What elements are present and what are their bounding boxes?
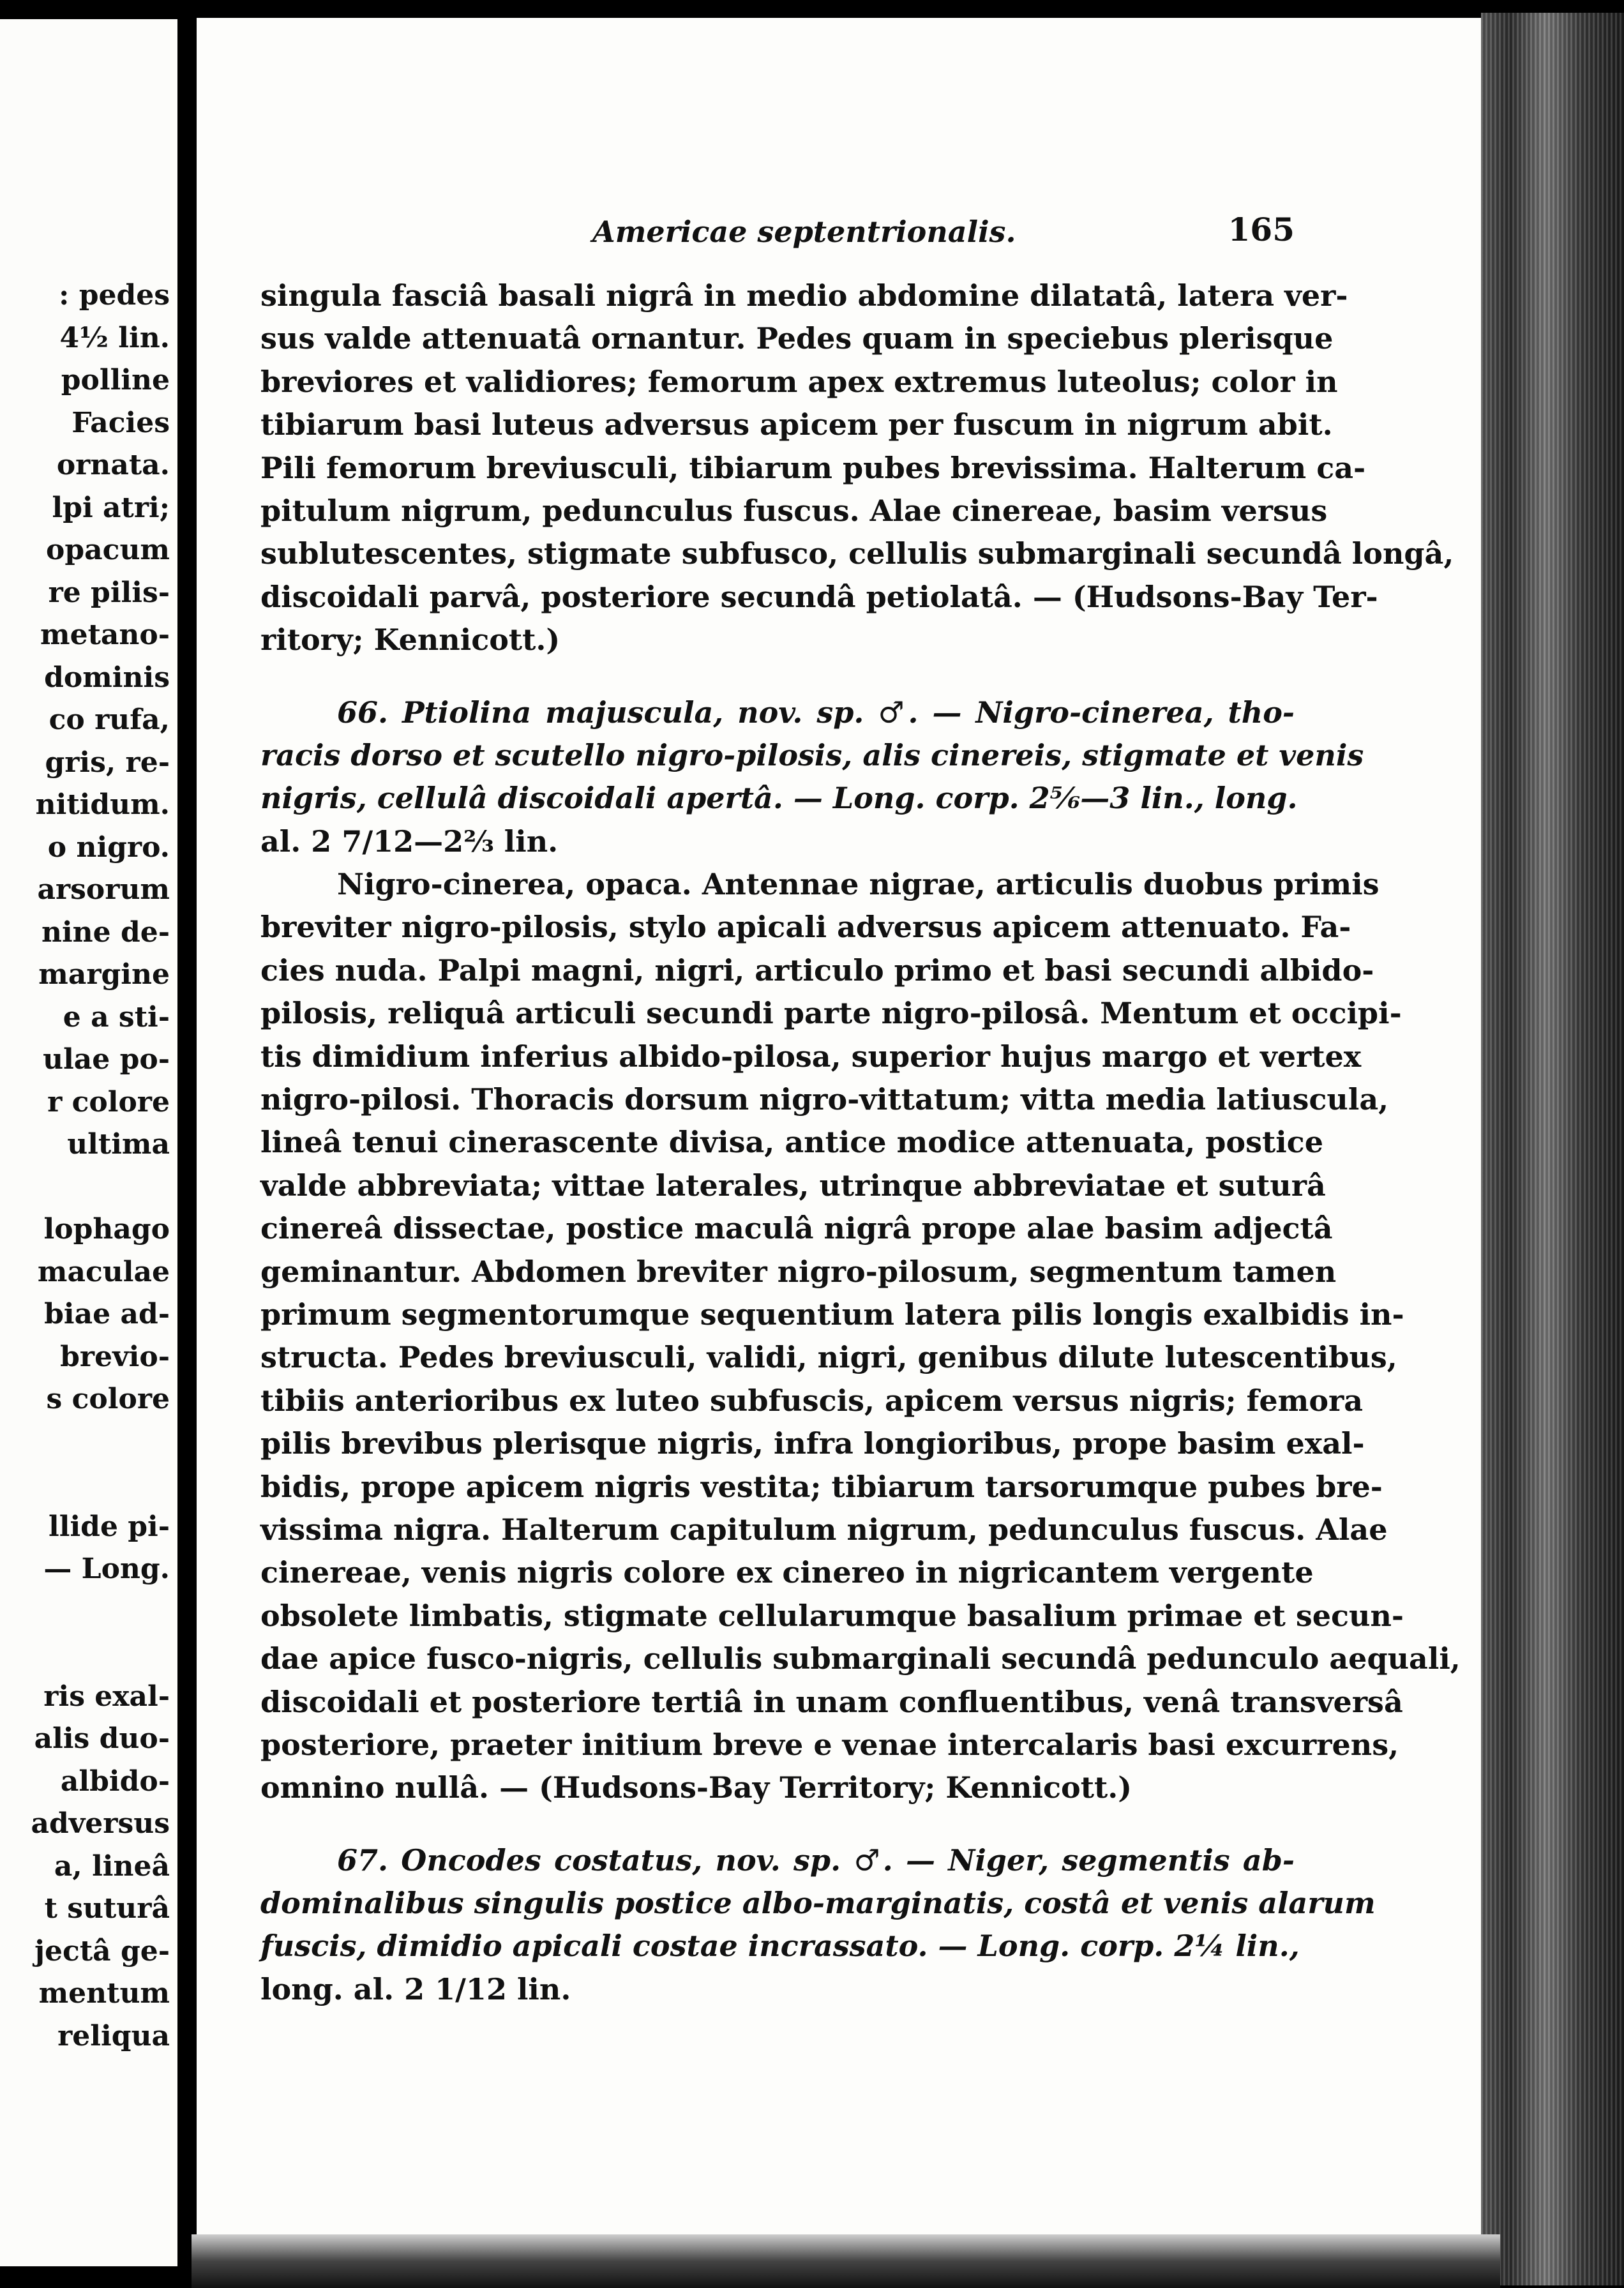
text-line: cinereae, venis nigris colore ex cinereo in nigricantem vergente <box>260 1555 1314 1590</box>
left-page-line: reliqua <box>57 2019 170 2052</box>
left-page-line: s colore <box>46 1383 170 1415</box>
left-page-line: o nigro. <box>47 831 170 864</box>
left-page-line: nine de- <box>41 915 170 949</box>
text-line: tibiis anterioribus ex luteo subfuscis, apicem versus nigris; femora <box>260 1383 1364 1418</box>
text-line: Nigro-cinerea, opaca. Antennae nigrae, articulis duobus primis <box>337 867 1380 902</box>
left-page-line: biae ad- <box>44 1298 170 1330</box>
text-line: racis dorso et scutello nigro-pilosis, alis cinereis, stigmate et venis <box>260 737 1364 772</box>
left-page-line: ultima <box>67 1128 170 1161</box>
left-page-line: Facies <box>71 406 170 439</box>
text-line: fuscis, dimidio apicali costae incrassato. — Long. corp. 2¼ lin., <box>260 1929 1300 1964</box>
page-number: 165 <box>1228 211 1295 248</box>
left-facing-page <box>0 19 177 2266</box>
running-title: Americae septentrionalis. <box>592 214 1016 249</box>
text-line: Pili femorum breviusculi, tibiarum pubes brevissima. Halterum ca- <box>260 450 1366 485</box>
left-page-line: arsorum <box>37 873 170 906</box>
left-page-line: t suturâ <box>44 1892 170 1925</box>
text-line: tibiarum basi luteus adversus apicem per fuscum in nigrum abit. <box>260 407 1333 442</box>
left-page-line: ulae po- <box>43 1043 170 1076</box>
text-line: primum segmentorumque sequentium latera pilis longis exalbidis in- <box>260 1297 1404 1332</box>
text-line: sublutescentes, stigmate subfusco, cellulis submarginali secundâ longâ, <box>260 536 1454 571</box>
text-line: lineâ tenui cinerascente divisa, antice modice attenuata, postice <box>260 1125 1323 1160</box>
text-line: breviores et validiores; femorum apex extremus luteolus; color in <box>260 364 1338 399</box>
left-page-line: metano- <box>40 619 170 651</box>
left-page-line: jectâ ge- <box>34 1934 170 1968</box>
text-line: bidis, prope apicem nigris vestita; tibiarum tarsorumque pubes bre- <box>260 1469 1383 1504</box>
text-line: pilis brevibus plerisque nigris, infra longioribus, prope basim exal- <box>260 1426 1365 1461</box>
text-line: valde abbreviata; vittae laterales, utrinque abbreviatae et suturâ <box>260 1168 1326 1203</box>
left-page-line <box>0 1463 170 1506</box>
text-line: vissima nigra. Halterum capitulum nigrum, pedunculus fuscus. Alae <box>260 1512 1388 1547</box>
text-line: cies nuda. Palpi magni, nigri, articulo primo et basi secundi albido- <box>260 952 1374 988</box>
text-line: sus valde attenuatâ ornantur. Pedes quam in speciebus plerisque <box>260 321 1334 356</box>
left-page-line: polline <box>61 364 170 396</box>
text-line: al. 2 7/12—2⅔ lin. <box>260 824 559 859</box>
left-page-line: a, lineâ <box>54 1849 170 1883</box>
left-page-line: adversus <box>31 1807 170 1840</box>
left-page-line: gris, re- <box>45 746 170 779</box>
left-page-line <box>0 1421 170 1464</box>
left-page-line <box>0 1591 170 1634</box>
left-page-line <box>0 1633 170 1676</box>
text-line: dominalibus singulis postice albo-marginatis, costâ et venis alarum <box>260 1886 1376 1921</box>
left-page-line: ornata. <box>56 449 170 481</box>
left-page-line: 4½ lin. <box>59 321 170 354</box>
left-page-text-column <box>0 275 170 2058</box>
text-line: ritory; Kennicott.) <box>260 622 560 658</box>
left-page-line: co rufa, <box>49 704 170 736</box>
left-page-line: re pilis- <box>48 576 170 609</box>
species-heading-oncodes: 67. Oncodes costatus, nov. sp. ♂. — Niger, segmentis ab- <box>337 1842 1295 1878</box>
text-line: obsolete limbatis, stigmate cellularumque basalium primae et secun- <box>260 1598 1404 1633</box>
text-line: nigris, cellulâ discoidali apertâ. — Long. corp. 2⅚—3 lin., long. <box>260 781 1298 816</box>
left-page-line: : pedes <box>59 279 170 312</box>
body-text <box>260 275 1461 2011</box>
text-line: tis dimidium inferius albido-pilosa, superior hujus margo et vertex <box>260 1039 1362 1074</box>
left-page-line: alis duo- <box>34 1722 170 1755</box>
left-page-line: mentum <box>38 1977 170 2010</box>
text-line: pilosis, reliquâ articuli secundi parte nigro-pilosâ. Mentum et occipi- <box>260 996 1402 1031</box>
bottom-page-edge <box>192 2234 1500 2288</box>
left-page-line: opacum <box>46 534 170 566</box>
text-line: singula fasciâ basali nigrâ in medio abdomine dilatatâ, latera ver- <box>260 278 1348 313</box>
left-page-line: nitidum. <box>35 788 170 821</box>
text-line: omnino nullâ. — (Hudsons-Bay Territory; Kennicott.) <box>260 1770 1132 1805</box>
text-line: posteriore, praeter initium breve e venae intercalaris basi excurrens, <box>260 1727 1399 1762</box>
text-line: discoidali parvâ, posteriore secundâ petiolatâ. — (Hudsons-Bay Ter- <box>260 579 1378 614</box>
left-page-line: dominis <box>44 661 170 694</box>
text-line: pitulum nigrum, pedunculus fuscus. Alae cinereae, basim versus <box>260 493 1328 528</box>
page-header <box>260 211 1295 255</box>
text-line: breviter nigro-pilosis, stylo apicali adversus apicem attenuato. Fa- <box>260 910 1351 945</box>
left-page-line: — Long. <box>43 1553 170 1585</box>
left-page-line: lpi atri; <box>52 491 170 524</box>
text-line: cinereâ dissectae, postice maculâ nigrâ prope alae basim adjectâ <box>260 1211 1333 1246</box>
left-page-line: e a sti- <box>63 1000 170 1034</box>
text-line: geminantur. Abdomen breviter nigro-pilosum, segmentum tamen <box>260 1254 1337 1289</box>
left-page-line: brevio- <box>60 1340 170 1373</box>
left-page-line <box>0 1166 170 1209</box>
left-page-line: llide pi- <box>49 1510 170 1543</box>
text-line: structa. Pedes breviusculi, validi, nigri, genibus dilute lutescentibus, <box>260 1340 1397 1375</box>
left-page-line: lophago <box>43 1213 170 1246</box>
left-page-line: r colore <box>47 1085 170 1118</box>
text-line: long. al. 2 1/12 lin. <box>260 1971 571 2006</box>
page-edges <box>1481 13 1624 2285</box>
left-page-line: ris exal- <box>43 1680 170 1713</box>
left-page-line: margine <box>38 958 170 991</box>
text-line: dae apice fusco-nigris, cellulis submarginali secundâ pedunculo aequali, <box>260 1641 1461 1676</box>
text-line: discoidali et posteriore tertiâ in unam confluentibus, venâ transversâ <box>260 1684 1403 1719</box>
left-page-line: maculae <box>37 1255 170 1288</box>
species-heading-ptiolina: 66. Ptiolina majuscula, nov. sp. ♂. — Nigro-cinerea, tho- <box>337 695 1295 730</box>
left-page-line: albido- <box>60 1765 170 1798</box>
text-line: nigro-pilosi. Thoracis dorsum nigro-vittatum; vitta media latiuscula, <box>260 1082 1389 1117</box>
